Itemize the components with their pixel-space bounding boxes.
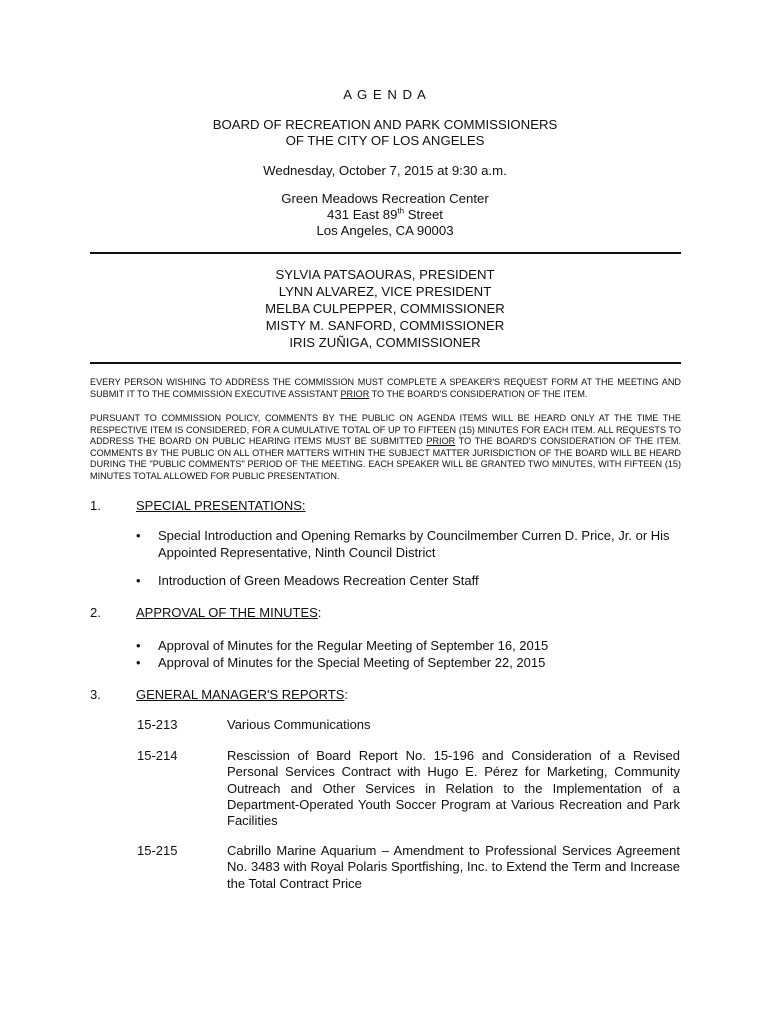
- section-2-colon: :: [317, 605, 322, 620]
- location-name: Green Meadows Recreation Center: [281, 191, 489, 206]
- report-number: 15-213: [137, 717, 178, 732]
- divider-top: [90, 252, 681, 254]
- notice1-prior: PRIOR: [340, 388, 370, 399]
- section-3-title: GENERAL MANAGER'S REPORTS: [136, 687, 345, 702]
- report-description: Rescission of Board Report No. 15-196 and Consideration of a Revised Personal Services Contract with Hugo E. Pérez for Marketing, Community Outreach and Other Services in Relation to the Implementation of a Department-Operated Youth Soccer Program at Various Recreation and Park Facilities: [227, 748, 680, 829]
- commissioner-1: SYLVIA PATSAOURAS, PRESIDENT: [275, 267, 495, 282]
- location-address: [90, 206, 680, 223]
- bullet-icon: •: [136, 573, 141, 588]
- report-description: Cabrillo Marine Aquarium – Amendment to Professional Services Agreement No. 3483 with Royal Polaris Sportfishing, Inc. to Extend the Term and Increase the Total Contract Price: [227, 843, 680, 891]
- notice1-text: EVERY PERSON WISHING TO ADDRESS THE COMMISSION MUST COMPLETE A SPEAKER'S REQUEST FORM AT THE MEETING AND SUBMIT IT TO THE COMMISSION EXECUTIVE ASSISTANT: [90, 377, 681, 399]
- report-description: Various Communications: [227, 717, 371, 732]
- list-item-text: Introduction of Green Meadows Recreation Center Staff: [158, 573, 479, 588]
- agenda-title: A G E N D A: [343, 87, 427, 102]
- section-3-heading: [136, 687, 348, 702]
- board-name-line-2: OF THE CITY OF LOS ANGELES: [285, 133, 485, 148]
- section-3-number: 3.: [90, 687, 101, 702]
- section-2-title: APPROVAL OF THE MINUTES: [136, 605, 318, 620]
- bullet-icon: •: [136, 528, 141, 543]
- address-number: 431 East 89: [327, 207, 398, 222]
- commissioner-4: MISTY M. SANFORD, COMMISSIONER: [265, 318, 505, 333]
- divider-bottom: [90, 362, 681, 364]
- report-number: 15-215: [137, 843, 178, 858]
- commissioner-2: LYNN ALVAREZ, VICE PRESIDENT: [278, 284, 492, 299]
- notice1-text-end: TO THE BOARD'S CONSIDERATION OF THE ITEM.: [369, 388, 588, 399]
- public-comment-policy-notice: [90, 413, 681, 483]
- list-item-text: Special Introduction and Opening Remarks by Councilmember Curren D. Price, Jr. or His Appointed Representative, Ninth Council District: [158, 528, 670, 560]
- list-item-text: Approval of Minutes for the Regular Meeting of September 16, 2015: [158, 638, 549, 653]
- list-item-text: Approval of Minutes for the Special Meeting of September 22, 2015: [158, 655, 546, 670]
- bullet-icon: •: [136, 638, 141, 653]
- address-street: Street: [404, 207, 443, 222]
- location-city: Los Angeles, CA 90003: [316, 223, 454, 238]
- speaker-request-notice: [90, 377, 681, 400]
- notice2-prior: PRIOR: [426, 436, 456, 447]
- meeting-date: Wednesday, October 7, 2015 at 9:30 a.m.: [263, 163, 507, 178]
- commissioner-3: MELBA CULPEPPER, COMMISSIONER: [265, 301, 505, 316]
- section-1-number: 1.: [90, 498, 101, 513]
- section-2-heading: [136, 605, 321, 620]
- report-number: 15-214: [137, 748, 178, 763]
- notice2-text-end: TO THE BOARD'S CONSIDERATION OF THE ITEM. COMMENTS BY THE PUBLIC ON ALL OTHER MATTERS WITHIN THE SUBJECT MATTER JURISDICTION OF THE BOARD WILL BE HEARD DURING THE "PUBLIC COMMENTS" PERIOD OF THE MEETING. EACH SPEAKER WILL BE GRANTED TWO MINUTES, WITH FIFTEEN (15) MINUTES TOTAL ALLOWED FOR PUBLIC PRESENTATION.: [90, 436, 681, 481]
- address-superscript: th: [397, 206, 405, 216]
- section-2-number: 2.: [90, 605, 101, 620]
- notice2-text: PURSUANT TO COMMISSION POLICY, COMMENTS BY THE PUBLIC ON AGENDA ITEMS WILL BE HEARD ONLY AT THE TIME THE RESPECTIVE ITEM IS CONSIDERED, FOR A CUMULATIVE TOTAL OF UP TO FIFTEEN (15) MINUTES FOR EACH ITEM. ALL REQUESTS TO ADDRESS THE BOARD ON PUBLIC HEARING ITEMS MUST BE SUBMITTED: [90, 413, 681, 447]
- section-1-title: SPECIAL PRESENTATIONS:: [136, 498, 306, 513]
- section-3-colon: :: [344, 687, 348, 702]
- commissioner-5: IRIS ZUÑIGA, COMMISSIONER: [289, 335, 481, 350]
- board-name-line-1: BOARD OF RECREATION AND PARK COMMISSIONERS: [212, 117, 558, 132]
- bullet-icon: •: [136, 655, 141, 670]
